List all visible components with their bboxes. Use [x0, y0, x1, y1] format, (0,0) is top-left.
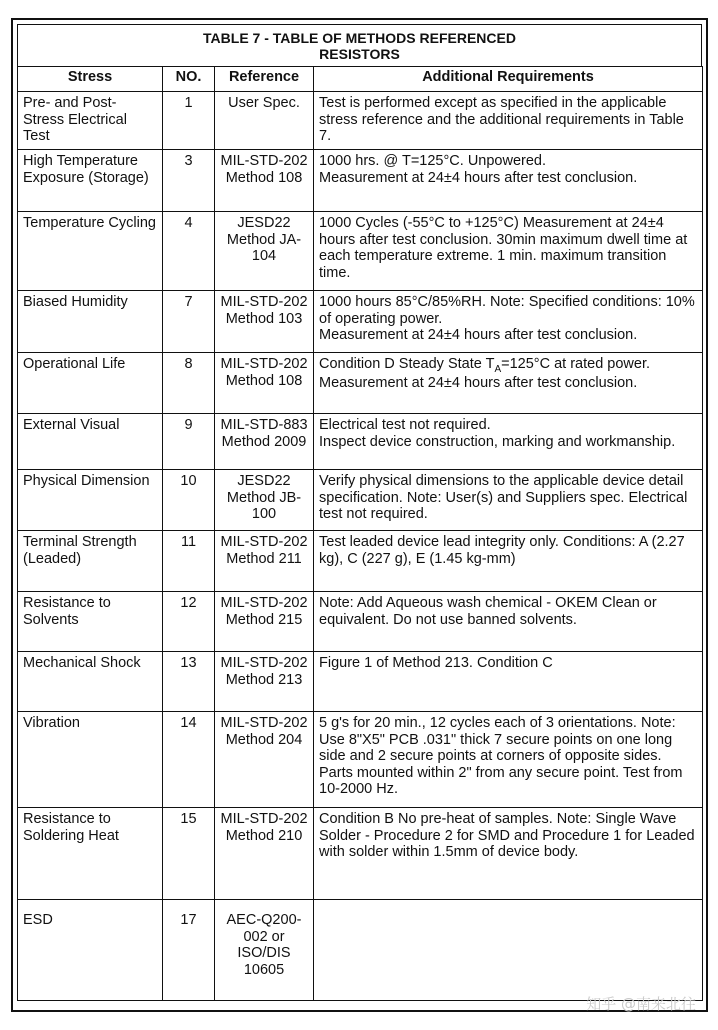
requirement-line: 1000 hours 85°C/85%RH. Note: Specified conditions: 10% of operating power. — [319, 294, 695, 327]
cell-stress: Vibration — [18, 712, 163, 808]
table-row — [18, 470, 703, 531]
table-row — [18, 652, 703, 712]
cell-stress: ESD — [18, 900, 163, 1001]
requirement-line: 1000 hrs. @ T=125°C. Unpowered. — [319, 153, 547, 169]
table-row — [18, 414, 703, 470]
cell-reference: AEC-Q200-002 or ISO/DIS 10605 — [215, 900, 314, 1001]
table-row — [18, 150, 703, 212]
table-title — [17, 24, 702, 66]
cell-no: 12 — [163, 592, 215, 652]
cell-no: 9 — [163, 414, 215, 470]
requirement-line: Inspect device construction, marking and workmanship. — [319, 433, 676, 450]
header-stress: Stress — [18, 67, 163, 92]
cell-stress: Physical Dimension — [18, 470, 163, 531]
cell-reference: MIL-STD-202 Method 108 — [215, 353, 314, 414]
cell-stress: High Temperature Exposure (Storage) — [18, 150, 163, 212]
cell-no: 17 — [163, 900, 215, 1001]
requirement-line: Measurement at 24±4 hours after test conclusion. — [319, 169, 638, 186]
cell-no: 7 — [163, 291, 215, 353]
cell-stress: Temperature Cycling — [18, 212, 163, 291]
header-row — [18, 67, 703, 92]
cell-no: 4 — [163, 212, 215, 291]
requirement-line: Measurement at 24±4 hours after test conclusion. — [319, 327, 638, 343]
subscript-a: A — [494, 364, 502, 375]
cell-reference: MIL-STD-202 Method 210 — [215, 808, 314, 900]
cell-stress: Pre- and Post-Stress Electrical Test — [18, 92, 163, 150]
cell-requirements: 5 g's for 20 min., 12 cycles each of 3 orientations. Note: Use 8"X5" PCB .031" thick 7 secure points on one long side and 2 secure points at corners of opposite sides. Parts mounted within 2" from any secure point. Test from 10-2000 Hz. — [314, 712, 703, 808]
requirement-line: Condition D Steady State $T_A=125^\circ C$ at rated power. — [319, 356, 651, 375]
table-title-line1: TABLE 7 - TABLE OF METHODS REFERENCED — [203, 30, 516, 46]
cell-requirements: Test is performed except as specified in the applicable stress reference and the additional requirements in Table 7. — [314, 92, 703, 150]
cell-requirements — [314, 353, 703, 414]
requirement-line: Electrical test not required. — [319, 417, 491, 433]
cell-reference: MIL-STD-202 Method 204 — [215, 712, 314, 808]
cell-requirements: 1000 Cycles (-55°C to +125°C) Measurement at 24±4 hours after test conclusion. 30min maximum dwell time at each temperature extreme. 1 min. maximum transition time. — [314, 212, 703, 291]
cell-stress: Resistance to Solvents — [18, 592, 163, 652]
cell-stress: Mechanical Shock — [18, 652, 163, 712]
header-reference: Reference — [215, 67, 314, 92]
cell-stress: Terminal Strength (Leaded) — [18, 531, 163, 592]
header-requirements: Additional Requirements — [314, 67, 703, 92]
cell-reference: JESD22 Method JB-100 — [215, 470, 314, 531]
table-row — [18, 212, 703, 291]
cell-requirements — [314, 150, 703, 212]
cell-no: 10 — [163, 470, 215, 531]
cell-no: 13 — [163, 652, 215, 712]
table-row — [18, 291, 703, 353]
table-row — [18, 808, 703, 900]
cell-no: 11 — [163, 531, 215, 592]
cell-no: 3 — [163, 150, 215, 212]
cell-stress: External Visual — [18, 414, 163, 470]
cell-requirements: Verify physical dimensions to the applicable device detail specification. Note: User(s) and Suppliers spec. Electrical test not required. — [314, 470, 703, 531]
cell-stress: Resistance to Soldering Heat — [18, 808, 163, 900]
cell-requirements: Test leaded device lead integrity only. Conditions: A (2.27 kg), C (227 g), E (1.45 kg-mm) — [314, 531, 703, 592]
table-row — [18, 592, 703, 652]
cell-stress: Operational Life — [18, 353, 163, 414]
cell-reference: MIL-STD-883 Method 2009 — [215, 414, 314, 470]
cell-no: 1 — [163, 92, 215, 150]
table-title-line2: RESISTORS — [319, 46, 400, 62]
cell-no: 15 — [163, 808, 215, 900]
cell-requirements — [314, 900, 703, 1001]
document-frame — [11, 18, 708, 1012]
watermark: 知乎 @南来北往 — [586, 995, 696, 1013]
table-row — [18, 531, 703, 592]
table-row — [18, 353, 703, 414]
cell-requirements — [314, 414, 703, 470]
header-no: NO. — [163, 67, 215, 92]
cell-reference: MIL-STD-202 Method 211 — [215, 531, 314, 592]
cell-requirements: Note: Add Aqueous wash chemical - OKEM Clean or equivalent. Do not use banned solvents. — [314, 592, 703, 652]
cell-reference: User Spec. — [215, 92, 314, 150]
cell-requirements: Condition B No pre-heat of samples. Note: Single Wave Solder - Procedure 2 for SMD and Procedure 1 for Leaded with solder within 1.5mm of device body. — [314, 808, 703, 900]
methods-table — [17, 66, 703, 1001]
cell-requirements: Figure 1 of Method 213. Condition C — [314, 652, 703, 712]
requirement-line: Measurement at 24±4 hours after test conclusion. — [319, 374, 638, 391]
cell-reference: MIL-STD-202 Method 213 — [215, 652, 314, 712]
table-row — [18, 92, 703, 150]
cell-reference: MIL-STD-202 Method 215 — [215, 592, 314, 652]
cell-stress: Biased Humidity — [18, 291, 163, 353]
cell-no: 14 — [163, 712, 215, 808]
table-row — [18, 900, 703, 1001]
cell-requirements — [314, 291, 703, 353]
table-row — [18, 712, 703, 808]
cell-reference: MIL-STD-202 Method 108 — [215, 150, 314, 212]
cell-reference: MIL-STD-202 Method 103 — [215, 291, 314, 353]
cell-reference: JESD22 Method JA-104 — [215, 212, 314, 291]
cell-no: 8 — [163, 353, 215, 414]
